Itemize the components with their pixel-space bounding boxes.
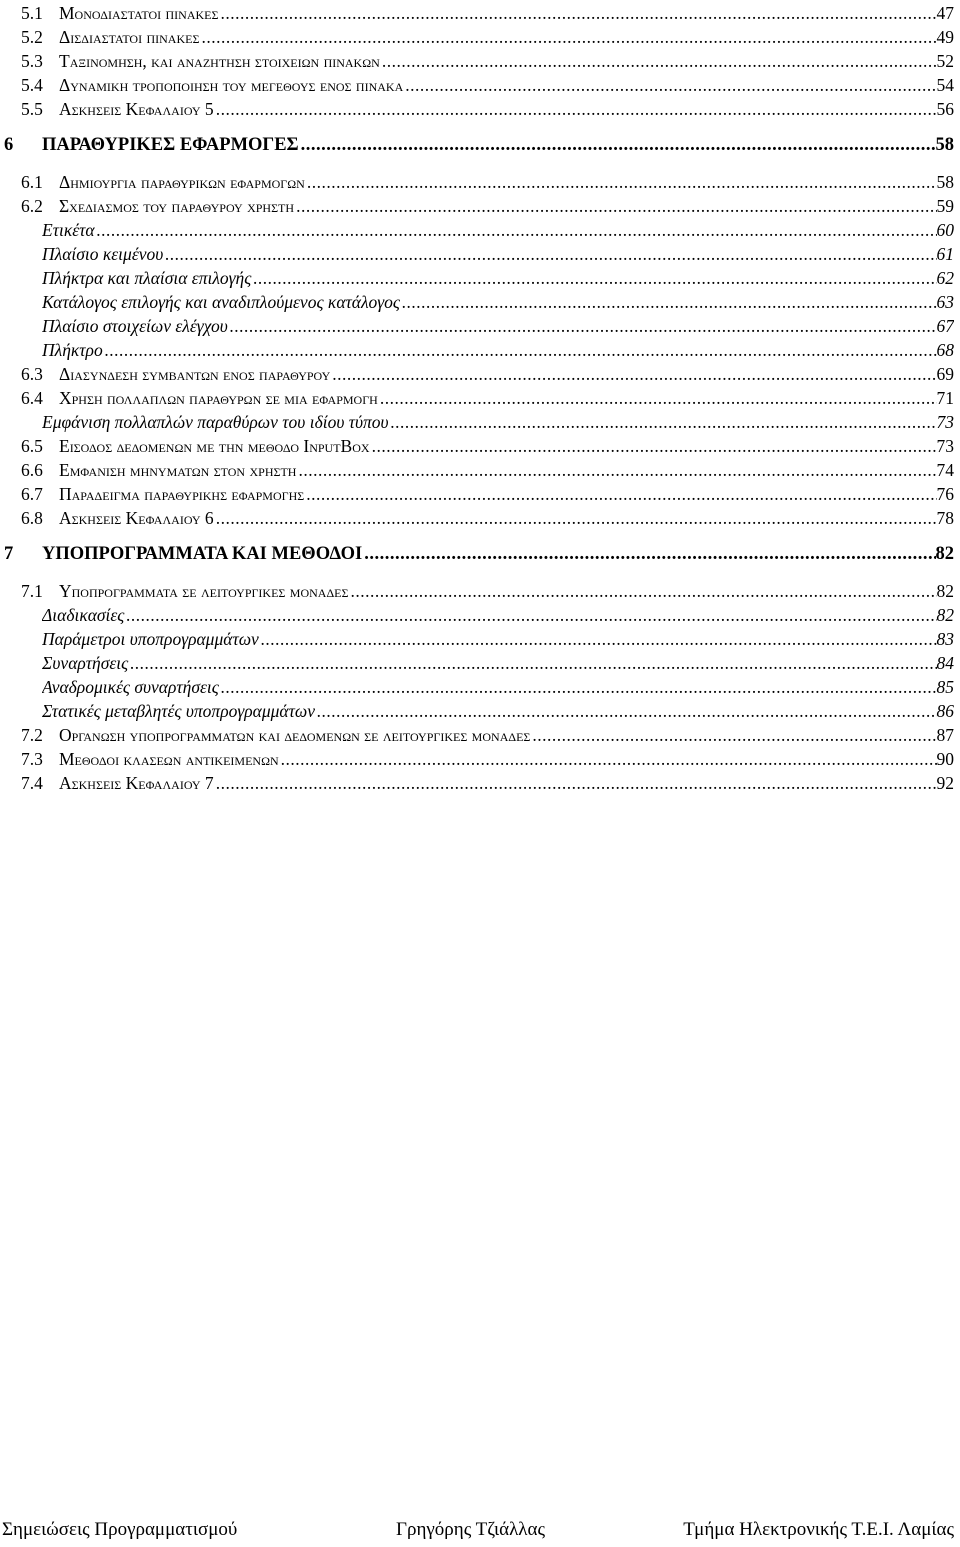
toc-entry-title: Ασκησεις Κεφαλαιου 5	[59, 99, 214, 119]
toc-dot-leader	[389, 412, 937, 433]
toc-entry-title: Πλαίσιο κειμένου	[42, 244, 164, 264]
toc-subsection-entry[interactable]	[0, 409, 960, 433]
toc-dot-leader	[304, 484, 936, 505]
toc-entry-title: ΠΑΡΑΘΥΡΙΚΕΣ ΕΦΑΡΜΟΓΕΣ	[42, 135, 299, 155]
toc-page-number: 49	[936, 27, 954, 47]
toc-page-number: 68	[936, 340, 954, 360]
toc-entry-number: 6.3	[21, 364, 43, 384]
toc-section-entry[interactable]	[0, 0, 960, 24]
toc-subsection-entry[interactable]	[0, 602, 960, 626]
footer-department: Τμήμα Ηλεκτρονικής Τ.Ε.Ι. Λαμίας	[683, 1519, 954, 1540]
toc-entry-title: Εμφανιση μηνυματων στον χρηστη	[59, 460, 297, 480]
toc-entry-number: 7.4	[21, 773, 43, 793]
toc-entry-title: Εμφάνιση πολλαπλών παραθύρων του ιδίου τύπου	[42, 412, 389, 432]
toc-dot-leader	[330, 364, 936, 385]
toc-entry-title: Παραδειγμα παραθυρικης εφαρμογης	[59, 484, 305, 504]
toc-entry-title: Οργανωση υποπρογραμματων και δεδομενων σε λειτουργικες μοναδες	[59, 725, 531, 745]
toc-page-number: 73	[936, 436, 954, 456]
toc-dot-leader	[315, 701, 937, 722]
toc-dot-leader	[214, 99, 937, 120]
toc-dot-leader	[378, 388, 937, 409]
toc-entry-title: Κατάλογος επιλογής και αναδιπλούμενος κατάλογος	[42, 292, 401, 312]
toc-subsection-entry[interactable]	[0, 265, 960, 289]
footer-author: Γρηγόρης Τζιάλλας	[396, 1519, 545, 1540]
toc-page-number: 86	[936, 701, 954, 721]
toc-entry-number: 6.2	[21, 196, 43, 216]
toc-entry-title: Δυναμικη τροποποιηση του μεγεθους ενος πινακα	[59, 75, 404, 95]
toc-page-number: 61	[936, 244, 954, 264]
page-footer	[0, 1519, 960, 1545]
toc-subsection-entry[interactable]	[0, 650, 960, 674]
toc-page-number: 71	[936, 388, 954, 408]
toc-page-number: 74	[936, 460, 954, 480]
toc-dot-leader	[305, 172, 937, 193]
toc-section-entry[interactable]	[0, 361, 960, 385]
toc-entry-title: Ασκησεις Κεφαλαιου 6	[59, 508, 214, 528]
toc-entry-number: 5.4	[21, 75, 43, 95]
toc-page-number: 54	[936, 75, 954, 95]
toc-dot-leader	[362, 544, 935, 565]
toc-entry-number: 6.1	[21, 172, 43, 192]
toc-subsection-entry[interactable]	[0, 217, 960, 241]
toc-page-number: 47	[936, 3, 954, 23]
toc-entry-number: 7.3	[21, 749, 43, 769]
toc-entry-title: Δημιουργια παραθυρικων εφαρμογων	[59, 172, 305, 192]
toc-dot-leader	[214, 773, 937, 794]
toc-subsection-entry[interactable]	[0, 674, 960, 698]
toc-section-entry[interactable]	[0, 72, 960, 96]
toc-entry-title: Δισδιαστατοι πινακες	[59, 27, 200, 47]
toc-page-number: 56	[936, 99, 954, 119]
toc-entry-title: Ταξινομηση, και αναζητηση στοιχειων πινακων	[59, 51, 380, 71]
toc-section-entry[interactable]	[0, 770, 960, 794]
toc-page-number: 52	[936, 51, 954, 71]
toc-entry-title: Συναρτήσεις	[42, 653, 129, 673]
toc-entry-number: 6.5	[21, 436, 43, 456]
toc-entry-number: 6.4	[21, 388, 43, 408]
toc-page-number: 85	[936, 677, 954, 697]
toc-dot-leader	[349, 581, 937, 602]
toc-page-number: 69	[936, 364, 954, 384]
toc-dot-leader	[294, 196, 936, 217]
toc-section-entry[interactable]	[0, 169, 960, 193]
toc-subsection-entry[interactable]	[0, 626, 960, 650]
toc-section-entry[interactable]	[0, 746, 960, 770]
toc-subsection-entry[interactable]	[0, 698, 960, 722]
toc-entry-title: Ασκησεις Κεφαλαιου 7	[59, 773, 214, 793]
toc-entry-title: Αναδρομικές συναρτήσεις	[42, 677, 219, 697]
toc-entry-title: Μονοδιαστατοι πινακες	[59, 3, 219, 23]
toc-section-entry[interactable]	[0, 96, 960, 120]
toc-chapter-entry[interactable]	[0, 541, 960, 565]
toc-entry-title: Ετικέτα	[42, 220, 95, 240]
toc-entry-number: 7.2	[21, 725, 43, 745]
toc-page-number: 58	[935, 135, 954, 155]
toc-section-entry[interactable]	[0, 457, 960, 481]
toc-page-number: 60	[936, 220, 954, 240]
toc-entry-number: 5.5	[21, 99, 43, 119]
toc-dot-leader	[400, 292, 936, 313]
toc-dot-leader	[530, 725, 936, 746]
toc-entry-number: 5.3	[21, 51, 43, 71]
toc-page-number: 83	[936, 629, 954, 649]
toc-entry-title: Στατικές μεταβλητές υποπρογραμμάτων	[42, 701, 315, 721]
toc-page-number: 87	[936, 725, 954, 745]
toc-entry-title: Χρηση πολλαπλων παραθυρων σε μια εφαρμογη	[59, 388, 378, 408]
toc-dot-leader	[296, 460, 936, 481]
toc-dot-leader	[219, 677, 937, 698]
toc-entry-title: Σχεδιασμος του παραθυρου χρηστη	[59, 196, 295, 216]
toc-page-number: 82	[936, 581, 954, 601]
toc-subsection-entry[interactable]	[0, 289, 960, 313]
toc-entry-number: 6.8	[21, 508, 43, 528]
toc-entry-title: Πλαίσιο στοιχείων ελέγχου	[42, 316, 228, 336]
toc-entry-number: 5.1	[21, 3, 43, 23]
toc-page-number: 63	[936, 292, 954, 312]
toc-section-entry[interactable]	[0, 505, 960, 529]
toc-page-number: 84	[936, 653, 954, 673]
toc-dot-leader	[370, 436, 937, 457]
toc-section-entry[interactable]	[0, 24, 960, 48]
toc-entry-number: 5.2	[21, 27, 43, 47]
toc-dot-leader	[124, 605, 936, 626]
toc-dot-leader	[128, 653, 936, 674]
toc-dot-leader	[279, 749, 937, 770]
toc-page-number: 82	[936, 605, 954, 625]
toc-entry-title: Παράμετροι υποπρογραμμάτων	[42, 629, 259, 649]
toc-entry-title: Πλήκτρο	[42, 340, 103, 360]
toc-entry-title: Διασυνδεση συμβαντων ενος παραθυρου	[59, 364, 331, 384]
toc-entry-title: Μεθοδοι κλασεων αντικειμενων	[59, 749, 279, 769]
toc-entry-number: 6	[4, 135, 14, 155]
toc-entry-number: 6.6	[21, 460, 43, 480]
toc-dot-leader	[380, 51, 937, 72]
toc-subsection-entry[interactable]	[0, 241, 960, 265]
toc-chapter-entry[interactable]	[0, 132, 960, 156]
toc-entry-number: 7	[4, 544, 14, 564]
toc-dot-leader	[259, 629, 937, 650]
toc-section-entry[interactable]	[0, 481, 960, 505]
toc-section-entry[interactable]	[0, 48, 960, 72]
toc-section-entry[interactable]	[0, 722, 960, 746]
toc-entry-title: Υποπρογραμματα σε λειτουργικες μοναδες	[59, 581, 349, 601]
toc-section-entry[interactable]	[0, 433, 960, 457]
toc-subsection-entry[interactable]	[0, 337, 960, 361]
toc-entry-number: 6.7	[21, 484, 43, 504]
toc-section-entry[interactable]	[0, 385, 960, 409]
toc-page-number: 59	[936, 196, 954, 216]
toc-dot-leader	[251, 268, 936, 289]
footer-document-title: Σημειώσεις Προγραμματισμού	[2, 1519, 238, 1540]
toc-entry-number: 7.1	[21, 581, 43, 601]
toc-page-number: 58	[936, 172, 954, 192]
toc-entry-title: Πλήκτρα και πλαίσια επιλογής	[42, 268, 252, 288]
toc-entry-title: Εισοδος δεδομενων με την μεθοδο InputBox	[59, 436, 370, 456]
toc-page-number: 62	[936, 268, 954, 288]
toc-subsection-entry[interactable]	[0, 313, 960, 337]
toc-dot-leader	[228, 316, 937, 337]
toc-dot-leader	[199, 27, 936, 48]
toc-page-number: 73	[936, 412, 954, 432]
toc-section-entry[interactable]	[0, 193, 960, 217]
toc-dot-leader	[163, 244, 936, 265]
toc-entry-title: Διαδικασίες	[42, 605, 125, 625]
toc-entry-title: ΥΠΟΠΡΟΓΡΑΜΜΑΤΑ ΚΑΙ ΜΕΘΟΔΟΙ	[42, 544, 363, 564]
toc-section-entry[interactable]	[0, 578, 960, 602]
toc-dot-leader	[218, 3, 936, 24]
toc-page-number: 90	[936, 749, 954, 769]
toc-page-number: 82	[935, 544, 954, 564]
toc-page-number: 76	[936, 484, 954, 504]
toc-dot-leader	[95, 220, 937, 241]
toc-dot-leader	[103, 340, 937, 361]
toc-dot-leader	[299, 135, 936, 156]
toc-page-number: 92	[936, 773, 954, 793]
toc-dot-leader	[403, 75, 936, 96]
toc-dot-leader	[214, 508, 937, 529]
toc-page-number: 78	[936, 508, 954, 528]
toc-page-number: 67	[936, 316, 954, 336]
